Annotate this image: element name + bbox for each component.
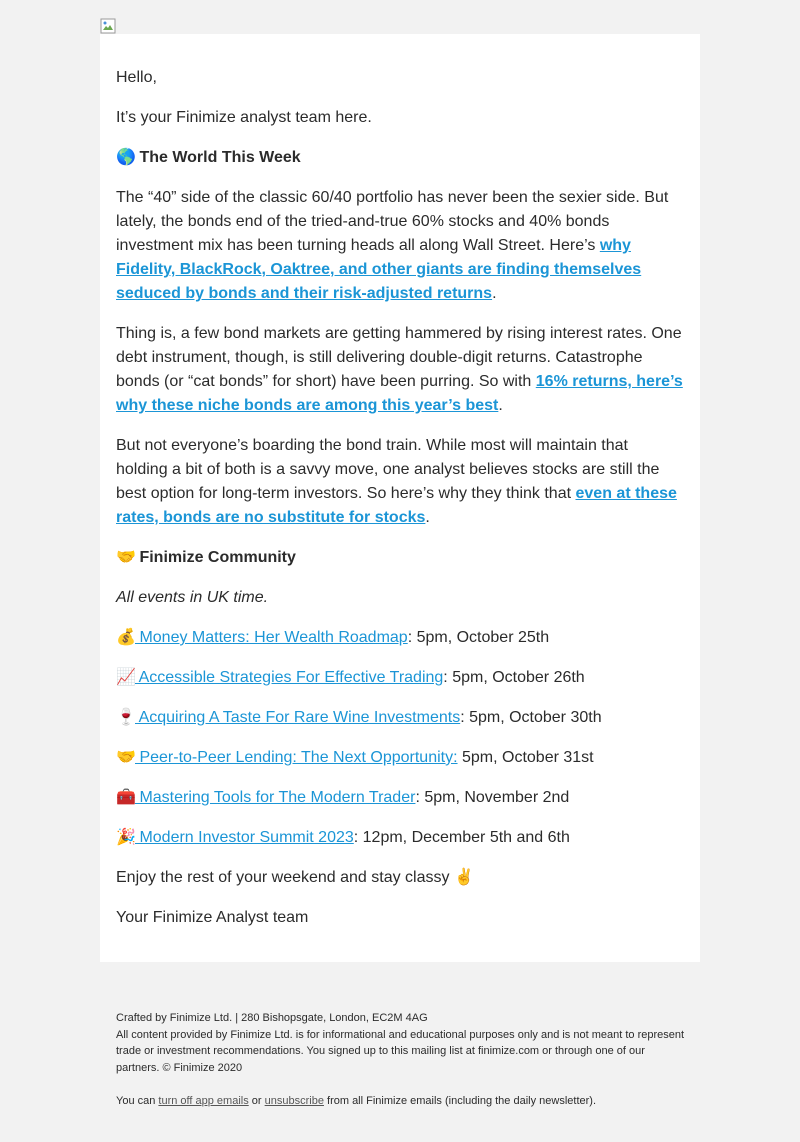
- event-item: [116, 626, 684, 650]
- broken-image-icon: [100, 18, 116, 34]
- paragraph-end: .: [425, 509, 430, 526]
- event-link[interactable]: Money Matters: Her Wealth Roadmap: [135, 629, 408, 646]
- greeting: Hello,: [116, 69, 157, 86]
- event-item: [116, 746, 684, 770]
- community-heading: [116, 546, 684, 570]
- chart-increasing-icon: 📈: [116, 669, 136, 686]
- footer-disclaimer: All content provided by Finimize Ltd. is for informational and educational purposes only and is not meant to represent trade or investment recommendations. You signed up to this mailing list at finimize.com or through one of our partners. © Finimize 2020: [116, 1028, 685, 1074]
- signoff: Enjoy the rest of your weekend and stay classy ✌️: [116, 869, 474, 886]
- world-paragraph-3: [116, 434, 684, 530]
- prefs-prefix: You can: [116, 1095, 159, 1107]
- event-time: : 12pm, December 5th and 6th: [353, 829, 570, 846]
- event-time: : 5pm, October 26th: [443, 669, 585, 686]
- event-item: [116, 786, 684, 810]
- money-bag-icon: 💰: [116, 629, 136, 646]
- turn-off-app-emails-link[interactable]: turn off app emails: [158, 1095, 249, 1107]
- world-heading: [116, 146, 684, 170]
- event-time: 5pm, October 31st: [457, 749, 594, 766]
- toolbox-icon: 🧰: [116, 789, 136, 806]
- event-link[interactable]: Modern Investor Summit 2023: [135, 829, 354, 846]
- intro-text: It’s your Finimize analyst team here.: [116, 109, 372, 126]
- event-time: : 5pm, November 2nd: [415, 789, 570, 806]
- world-paragraph-1: [116, 186, 684, 306]
- event-link[interactable]: Peer-to-Peer Lending: The Next Opportunity:: [135, 749, 458, 766]
- event-item: [116, 706, 684, 730]
- world-title: The World This Week: [139, 149, 301, 166]
- footer-preferences: [116, 1093, 686, 1110]
- event-time: : 5pm, October 25th: [407, 629, 550, 646]
- event-item: [116, 666, 684, 690]
- community-title: Finimize Community: [139, 549, 296, 566]
- paragraph-end: .: [492, 285, 497, 302]
- paragraph-text: The “40” side of the classic 60/40 portfolio has never been the sexier side. But lately, the bonds end of the tried-and-true 60% stocks and 40% bonds investment mix has been turning heads all along Wall Street. Here’s: [116, 189, 669, 254]
- email-card: [100, 34, 700, 962]
- paragraph-text: Thing is, a few bond markets are getting hammered by rising interest rates. One debt instrument, though, is still delivering double-digit returns. Catastrophe bonds (or “cat bonds” for short) have been purring. So with: [116, 325, 682, 390]
- bonds-giants-link[interactable]: why Fidelity, BlackRock, Oaktree, and other giants are finding themselves seduced by bonds and their risk-adjusted returns: [116, 237, 642, 302]
- event-link[interactable]: Accessible Strategies For Effective Trading: [135, 669, 444, 686]
- event-item: [116, 826, 684, 850]
- paragraph-end: .: [498, 397, 503, 414]
- cat-bonds-link[interactable]: 16% returns, here’s why these niche bonds are among this year’s best: [116, 373, 683, 414]
- handshake-icon: 🤝: [116, 549, 136, 566]
- handshake-icon: 🤝: [116, 749, 136, 766]
- event-link[interactable]: Mastering Tools for The Modern Trader: [135, 789, 416, 806]
- world-paragraph-2: [116, 322, 684, 418]
- stocks-vs-bonds-link[interactable]: even at these rates, bonds are no substitute for stocks: [116, 485, 677, 526]
- unsubscribe-link[interactable]: unsubscribe: [264, 1095, 324, 1107]
- wine-glass-icon: 🍷: [116, 709, 136, 726]
- prefs-suffix: from all Finimize emails (including the daily newsletter).: [323, 1095, 596, 1107]
- paragraph-text: But not everyone’s boarding the bond train. While most will maintain that holding a bit of both is a savvy move, one analyst believes stocks are still the best option for long-term investors. So here’s why they think that: [116, 437, 660, 502]
- event-link[interactable]: Acquiring A Taste For Rare Wine Investments: [135, 709, 461, 726]
- party-popper-icon: 🎉: [116, 829, 136, 846]
- email-footer: [116, 1010, 686, 1110]
- footer-address: Crafted by Finimize Ltd. | 280 Bishopsgate, London, EC2M 4AG: [116, 1012, 428, 1024]
- signature: Your Finimize Analyst team: [116, 909, 309, 926]
- or-text: or: [248, 1095, 265, 1107]
- timezone-note: All events in UK time.: [116, 589, 269, 606]
- event-time: : 5pm, October 30th: [460, 709, 602, 726]
- globe-icon: 🌎: [116, 149, 136, 166]
